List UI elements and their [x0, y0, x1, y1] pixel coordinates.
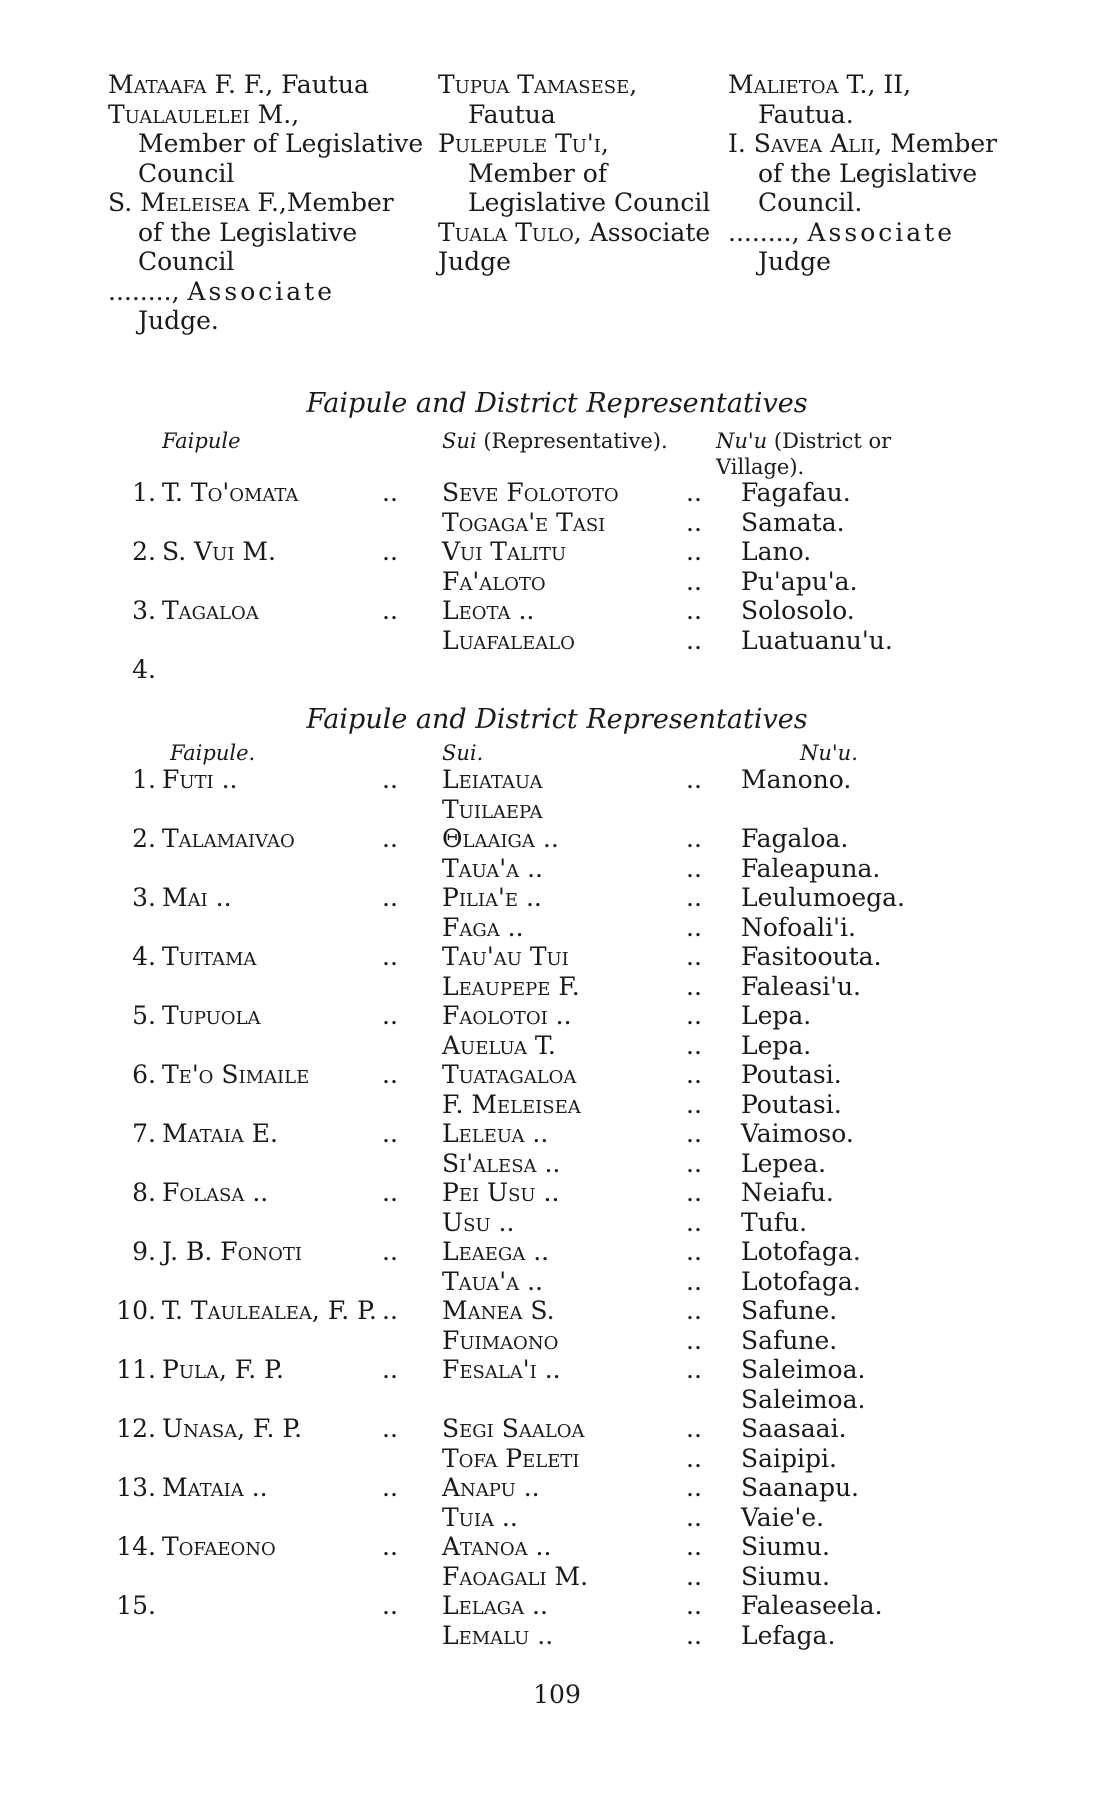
leader-dots: ..	[382, 1060, 398, 1089]
official-name: Tupua Tamasese,	[438, 70, 638, 99]
village-name: Samata.	[741, 507, 845, 537]
sui-name: Leiataua	[442, 765, 543, 794]
official-entry	[728, 129, 1040, 218]
faipule-name: Tuitama	[162, 942, 257, 971]
row-number: 4.	[132, 942, 156, 971]
sui-name: Faga ..	[442, 912, 524, 942]
leader-dots: ..	[686, 765, 702, 794]
leader-dots: ..	[686, 537, 702, 566]
sui-name: Fuimaono	[442, 1325, 559, 1355]
leader-dots: ..	[382, 1473, 398, 1502]
leader-dots: ..	[686, 1207, 702, 1237]
section-1-col-sui: Sui (Representative).	[442, 429, 668, 453]
section-1-col-nuu: Nu'u (District or Village).	[716, 429, 892, 479]
table-row	[0, 1237, 1114, 1267]
leader-dots: ..	[686, 1237, 702, 1266]
village-name: Siumu.	[741, 1532, 830, 1561]
leader-dots: ..	[382, 1119, 398, 1148]
section-2-col-faipule: Faipule.	[170, 741, 256, 765]
table-row	[0, 883, 1114, 913]
table-row	[0, 1326, 1114, 1356]
official-role-rest: of the Legislative Council.	[758, 158, 978, 217]
table-row	[0, 1621, 1114, 1651]
leader-dots: ..	[686, 942, 702, 971]
leader-dots: ..	[686, 478, 702, 507]
official-role: Fautua	[468, 99, 556, 129]
table-row	[0, 795, 1114, 825]
official-name: S. Meleisea F.,	[108, 188, 287, 217]
village-name: Fasitoouta.	[741, 942, 882, 971]
leader-dots: ..	[686, 1620, 702, 1650]
leader-dots: ..	[686, 1355, 702, 1384]
leader-dots: ..	[686, 1532, 702, 1561]
table-row	[0, 1090, 1114, 1120]
sui-name: Tau'au Tui	[442, 942, 569, 971]
leader-dots: ..	[686, 912, 702, 942]
table-row	[0, 1532, 1114, 1562]
table-row	[0, 942, 1114, 972]
sui-name: Seve Folototo	[442, 478, 619, 507]
row-number: 2.	[132, 537, 156, 566]
sui-name: Pilia'e ..	[442, 883, 542, 912]
official-role: Member	[286, 188, 394, 217]
leader-dots: ..	[686, 1296, 702, 1325]
sui-name: Fa'aloto	[442, 566, 546, 596]
village-name: Pu'apu'a.	[741, 566, 858, 596]
table-row	[0, 972, 1114, 1002]
leader-dots: ..	[686, 1001, 702, 1030]
village-name: Neiafu.	[741, 1178, 834, 1207]
table-row	[0, 1178, 1114, 1208]
table-row	[0, 765, 1114, 795]
village-name: Lefaga.	[741, 1620, 836, 1650]
village-name: Safune.	[741, 1325, 838, 1355]
row-number: 8.	[132, 1178, 156, 1207]
village-name: Saleimoa.	[741, 1355, 866, 1384]
official-name: Tualaulelei M.,	[108, 99, 300, 129]
table-row	[0, 1591, 1114, 1621]
officials-column-3	[728, 70, 1040, 277]
table-row	[0, 1503, 1114, 1533]
village-name: Nofoali'i.	[741, 912, 856, 942]
village-name: Saipipi.	[741, 1443, 837, 1473]
village-name: Luatuanu'u.	[741, 625, 893, 655]
leader-dots: ..	[686, 507, 702, 537]
village-name: Vaie'e.	[741, 1502, 825, 1532]
row-number: 7.	[132, 1119, 156, 1148]
village-name: Saanapu.	[741, 1473, 859, 1502]
faipule-name: Tupuola	[162, 1001, 261, 1030]
sui-name: Auelua T.	[442, 1030, 556, 1060]
official-role: Fautua	[281, 70, 369, 99]
leader-dots: ..	[686, 1591, 702, 1620]
table-row	[0, 1001, 1114, 1031]
village-name: Poutasi.	[741, 1089, 842, 1119]
sui-name: Segi Saaloa	[442, 1414, 585, 1443]
official-entry	[108, 188, 428, 277]
table-row	[0, 1149, 1114, 1179]
village-name: Lano.	[741, 537, 812, 566]
table-row	[0, 596, 1114, 626]
row-number: 10.	[116, 1296, 156, 1325]
sui-name: Tuia ..	[442, 1502, 518, 1532]
sui-name: Lelaga ..	[442, 1591, 548, 1620]
village-name: Manono.	[741, 765, 852, 794]
leader-dots: ..	[382, 765, 398, 794]
faipule-name: T. To'omata	[162, 478, 299, 507]
faipule-name: Mataia E.	[162, 1119, 278, 1148]
row-number: 1.	[132, 765, 156, 794]
official-name: Pulepule Tu'i,	[438, 129, 609, 158]
table-row	[0, 1414, 1114, 1444]
leader-dots: ..	[686, 1060, 702, 1089]
faipule-name: Mai ..	[162, 883, 232, 912]
table-row	[0, 655, 1114, 685]
table-row	[0, 567, 1114, 597]
village-name: Lepa.	[741, 1001, 812, 1030]
official-name: ........,	[108, 276, 180, 306]
officials-column-1	[108, 70, 428, 336]
leader-dots: ..	[686, 1119, 702, 1148]
faipule-name: T. Taulealea, F. P.	[162, 1296, 377, 1325]
official-entry	[438, 218, 723, 277]
leader-dots: ..	[382, 537, 398, 566]
official-entry	[728, 70, 1040, 129]
village-name: Poutasi.	[741, 1060, 842, 1089]
table-row	[0, 1296, 1114, 1326]
official-role-rest: of the Legislative Council	[138, 217, 358, 276]
faipule-name: Tofaeono	[162, 1532, 276, 1561]
leader-dots: ..	[382, 883, 398, 912]
leader-dots: ..	[686, 1414, 702, 1443]
leader-dots: ..	[686, 1030, 702, 1060]
village-name: Tufu.	[741, 1207, 808, 1237]
table-row	[0, 1355, 1114, 1385]
leader-dots: ..	[382, 478, 398, 507]
official-role: Associate	[187, 276, 335, 306]
leader-dots: ..	[382, 1178, 398, 1207]
village-name: Faleaseela.	[741, 1591, 883, 1620]
village-name: Lotofaga.	[741, 1266, 861, 1296]
official-role: Member of Legislative Council	[138, 129, 424, 188]
leader-dots: ..	[382, 1591, 398, 1620]
table-row	[0, 1031, 1114, 1061]
official-role-rest: Judge	[758, 247, 831, 276]
row-number: 3.	[132, 883, 156, 912]
row-number: 1.	[132, 478, 156, 507]
leader-dots: ..	[686, 1325, 702, 1355]
leader-dots: ..	[686, 625, 702, 655]
official-role: Associate	[807, 217, 955, 247]
sui-name: Atanoa ..	[442, 1532, 552, 1561]
leader-dots: ..	[686, 566, 702, 596]
sui-name: Leota ..	[442, 596, 535, 625]
official-name: ........,	[728, 217, 800, 247]
leader-dots: ..	[686, 1502, 702, 1532]
leader-dots: ..	[686, 1178, 702, 1207]
village-name: Leulumoega.	[741, 883, 906, 912]
table-row	[0, 478, 1114, 508]
row-number: 13.	[116, 1473, 156, 1502]
row-number: 9.	[132, 1237, 156, 1266]
leader-dots: ..	[686, 1089, 702, 1119]
village-name: Safune.	[741, 1296, 838, 1325]
sui-name: Leaega ..	[442, 1237, 550, 1266]
table-row	[0, 913, 1114, 943]
sui-name: Si'alesa ..	[442, 1148, 561, 1178]
village-name: Lepea.	[741, 1148, 827, 1178]
village-name: Solosolo.	[741, 596, 855, 625]
sui-name: Tuatagaloa	[442, 1060, 577, 1089]
village-name: Vaimoso.	[741, 1119, 854, 1148]
sui-name: F. Meleisea	[442, 1089, 581, 1119]
table-row	[0, 1473, 1114, 1503]
table-row	[0, 1385, 1114, 1415]
sui-name: Lemalu ..	[442, 1620, 554, 1650]
sui-name: Tofa Peleti	[442, 1443, 580, 1473]
sui-name: Faolotoi ..	[442, 1001, 572, 1030]
table-row	[0, 824, 1114, 854]
leader-dots: ..	[686, 824, 702, 853]
official-role: Associate Judge	[438, 217, 711, 276]
village-name: Lotofaga.	[741, 1237, 861, 1266]
row-number: 2.	[132, 824, 156, 853]
village-name: Saleimoa.	[741, 1384, 866, 1414]
section-2-table	[0, 765, 1114, 1650]
section-2-col-nuu: Nu'u.	[800, 741, 858, 765]
faipule-name: Futi ..	[162, 765, 238, 794]
officials-column-2	[438, 70, 723, 277]
row-number: 5.	[132, 1001, 156, 1030]
faipule-name: Folasa ..	[162, 1178, 269, 1207]
section-1-table	[0, 478, 1114, 685]
table-row	[0, 1562, 1114, 1592]
sui-name: Vui Talitu	[442, 537, 567, 566]
page-number: 109	[533, 1680, 581, 1709]
sui-name: Leaupepe F.	[442, 971, 580, 1001]
village-name: Fagaloa.	[741, 824, 849, 853]
row-number: 14.	[116, 1532, 156, 1561]
leader-dots: ..	[382, 1414, 398, 1443]
official-role: Fautua.	[758, 99, 854, 129]
leader-dots: ..	[382, 1237, 398, 1266]
sui-name: Leleua ..	[442, 1119, 549, 1148]
sui-name: Usu ..	[442, 1207, 515, 1237]
section-2-col-sui: Sui.	[442, 741, 484, 765]
faipule-name: Unasa, F. P.	[162, 1414, 303, 1443]
row-number: 11.	[116, 1355, 156, 1384]
faipule-name: Te'o Simaile	[162, 1060, 310, 1089]
village-name: Fagafau.	[741, 478, 851, 507]
faipule-name: Pula, F. P.	[162, 1355, 284, 1384]
leader-dots: ..	[686, 1148, 702, 1178]
village-name: Faleapuna.	[741, 853, 881, 883]
faipule-name: Mataia ..	[162, 1473, 268, 1502]
row-number: 3.	[132, 596, 156, 625]
official-entry	[108, 100, 428, 189]
table-row	[0, 508, 1114, 538]
table-row	[0, 626, 1114, 656]
row-number: 15.	[116, 1591, 156, 1620]
table-row	[0, 1267, 1114, 1297]
row-number: 6.	[132, 1060, 156, 1089]
sui-name: Togaga'e Tasi	[442, 507, 606, 537]
village-name: Siumu.	[741, 1561, 830, 1591]
leader-dots: ..	[686, 596, 702, 625]
official-entry	[728, 218, 1040, 277]
leader-dots: ..	[686, 853, 702, 883]
leader-dots: ..	[686, 1266, 702, 1296]
table-row	[0, 1444, 1114, 1474]
row-number: 4.	[132, 655, 156, 684]
sui-name: Faoagali M.	[442, 1561, 589, 1591]
official-name: Malietoa T., II,	[728, 70, 912, 99]
sui-name: Fesala'i ..	[442, 1355, 561, 1384]
sui-name: Taua'a ..	[442, 1266, 544, 1296]
row-number: 12.	[116, 1414, 156, 1443]
official-entry	[438, 129, 723, 218]
leader-dots: ..	[686, 1443, 702, 1473]
section-1-heading: Faipule and District Representatives	[306, 388, 808, 419]
village-name: Saasaai.	[741, 1414, 847, 1443]
official-name: I. Savea Alii,	[728, 129, 883, 158]
leader-dots: ..	[382, 942, 398, 971]
village-name: Lepa.	[741, 1030, 812, 1060]
leader-dots: ..	[382, 596, 398, 625]
sui-name: Luafalealo	[442, 625, 575, 655]
faipule-name: S. Vui M.	[162, 537, 276, 566]
leader-dots: ..	[686, 1561, 702, 1591]
table-row	[0, 1060, 1114, 1090]
official-role: Member	[890, 129, 998, 158]
official-role: Member of Legislative Council	[468, 158, 711, 217]
leader-dots: ..	[382, 1532, 398, 1561]
sui-name: Θlaaiga ..	[442, 824, 559, 853]
table-row	[0, 537, 1114, 567]
leader-dots: ..	[382, 1001, 398, 1030]
official-name: Mataafa F. F.,	[108, 70, 274, 99]
faipule-name: Tagaloa	[162, 596, 259, 625]
section-2-heading: Faipule and District Representatives	[306, 704, 808, 735]
sui-name: Taua'a ..	[442, 853, 544, 883]
table-row	[0, 1208, 1114, 1238]
leader-dots: ..	[382, 824, 398, 853]
official-entry	[438, 70, 723, 129]
leader-dots: ..	[686, 883, 702, 912]
sui-name: Tuilaepa	[442, 794, 543, 824]
leader-dots: ..	[382, 1296, 398, 1325]
leader-dots: ..	[686, 971, 702, 1001]
leader-dots: ..	[686, 1473, 702, 1502]
official-entry	[108, 277, 428, 336]
table-row	[0, 1119, 1114, 1149]
faipule-name: J. B. Fonoti	[162, 1237, 302, 1266]
section-1-col-faipule: Faipule	[162, 429, 241, 453]
leader-dots: ..	[382, 1355, 398, 1384]
official-entry	[108, 70, 428, 100]
table-row	[0, 854, 1114, 884]
faipule-name: Talamaivao	[162, 824, 295, 853]
village-name: Faleasi'u.	[741, 971, 861, 1001]
official-role-rest: Judge.	[138, 306, 219, 335]
sui-name: Anapu ..	[442, 1473, 540, 1502]
sui-name: Manea S.	[442, 1296, 555, 1325]
sui-name: Pei Usu ..	[442, 1178, 560, 1207]
official-name: Tuala Tulo,	[438, 217, 582, 247]
